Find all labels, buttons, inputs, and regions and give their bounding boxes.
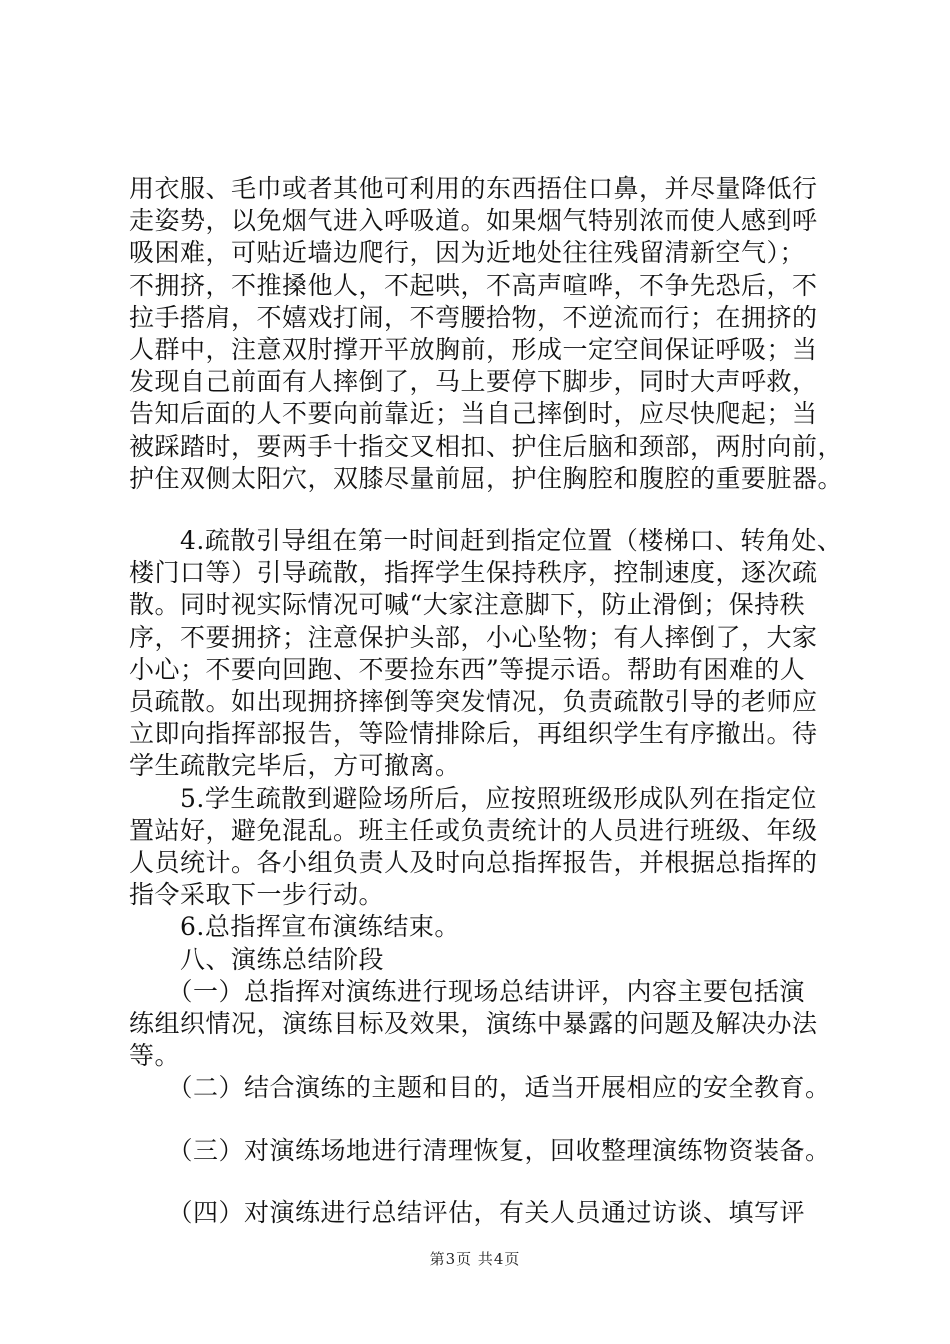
text-line: 楼门口等）引导疏散，指挥学生保持秩序，控制速度，逐次疏 <box>129 558 818 588</box>
page-footer: 第3页 共4页 <box>429 1250 521 1268</box>
text-line: 学生疏散完毕后，方可撤离。 <box>129 751 461 781</box>
paragraph-block-3 <box>129 1135 849 1167</box>
paragraph-gap <box>129 1167 849 1197</box>
text-line: 人群中，注意双肘撑开平放胸前，形成一定空间保证呼吸；当 <box>129 335 818 365</box>
text-line: 拉手搭肩，不嬉戏打闹，不弯腰拾物，不逆流而行；在拥挤的 <box>129 302 818 332</box>
text-line: 练组织情况，演练目标及效果，演练中暴露的问题及解决办法 <box>129 1009 818 1039</box>
text-line: （四）对演练进行总结评估，有关人员通过访谈、填写评 <box>129 1197 806 1227</box>
paragraph-block-2 <box>129 525 849 1105</box>
paragraph-block-4 <box>129 1197 849 1229</box>
text-line: 吸困难，可贴近墙边爬行，因为近地处往往残留清新空气）； <box>129 238 806 268</box>
text-line: 八、演练总结阶段 <box>129 944 385 974</box>
text-line: 告知后面的人不要向前靠近；当自己摔倒时，应尽快爬起；当 <box>129 399 818 429</box>
text-line: 走姿势，以免烟气进入呼吸道。如果烟气特别浓而使人感到呼 <box>129 206 818 236</box>
text-line: 人员统计。各小组负责人及时向总指挥报告，并根据总指挥的 <box>129 848 818 878</box>
text-line: 用衣服、毛巾或者其他可利用的东西捂住口鼻，并尽量降低行 <box>129 174 818 203</box>
paragraph-gap <box>129 495 849 525</box>
text-line: 发现自己前面有人摔倒了，马上要停下脚步，同时大声呼救， <box>129 367 818 397</box>
paragraph-gap <box>129 1105 849 1135</box>
text-line: 5.学生疏散到避险场所后，应按照班级形成队列在指定位 <box>129 783 817 813</box>
text-line: 指令采取下一步行动。 <box>129 880 385 910</box>
text-line: 护住双侧太阳穴，双膝尽量前屈，护住胸腔和腹腔的重要脏器。 <box>129 463 844 493</box>
text-line: 散。同时视实际情况可喊“大家注意脚下，防止滑倒；保持秩 <box>129 590 806 620</box>
text-line: 被踩踏时，要两手十指交叉相扣、护住后脑和颈部，两肘向前， <box>129 431 844 461</box>
text-line: 4.疏散引导组在第一时间赶到指定位置（楼梯口、转角处、 <box>129 526 843 556</box>
text-line: 不拥挤，不推搡他人，不起哄，不高声喧哗，不争先恐后，不 <box>129 270 818 300</box>
text-line: 员疏散。如出现拥挤摔倒等突发情况，负责疏散引导的老师应 <box>129 687 818 717</box>
text-line: （一）总指挥对演练进行现场总结讲评，内容主要包括演 <box>129 976 806 1006</box>
document-body <box>129 173 849 1229</box>
text-line: 序，不要拥挤；注意保护头部，小心坠物；有人摔倒了，大家 <box>129 622 818 652</box>
text-line: 6.总指挥宣布演练结束。 <box>129 912 460 942</box>
text-line: （三）对演练场地进行清理恢复，回收整理演练物资装备。 <box>129 1135 831 1165</box>
text-line: 立即向指挥部报告，等险情排除后，再组织学生有序撤出。待 <box>129 719 818 749</box>
text-line: （二）结合演练的主题和目的，适当开展相应的安全教育。 <box>129 1073 831 1103</box>
text-line: 等。 <box>129 1041 181 1071</box>
paragraph-block-1 <box>129 173 849 495</box>
text-line: 置站好，避免混乱。班主任或负责统计的人员进行班级、年级 <box>129 815 818 845</box>
text-line: 小心；不要向回跑、不要捡东西”等提示语。帮助有困难的人 <box>129 654 806 684</box>
